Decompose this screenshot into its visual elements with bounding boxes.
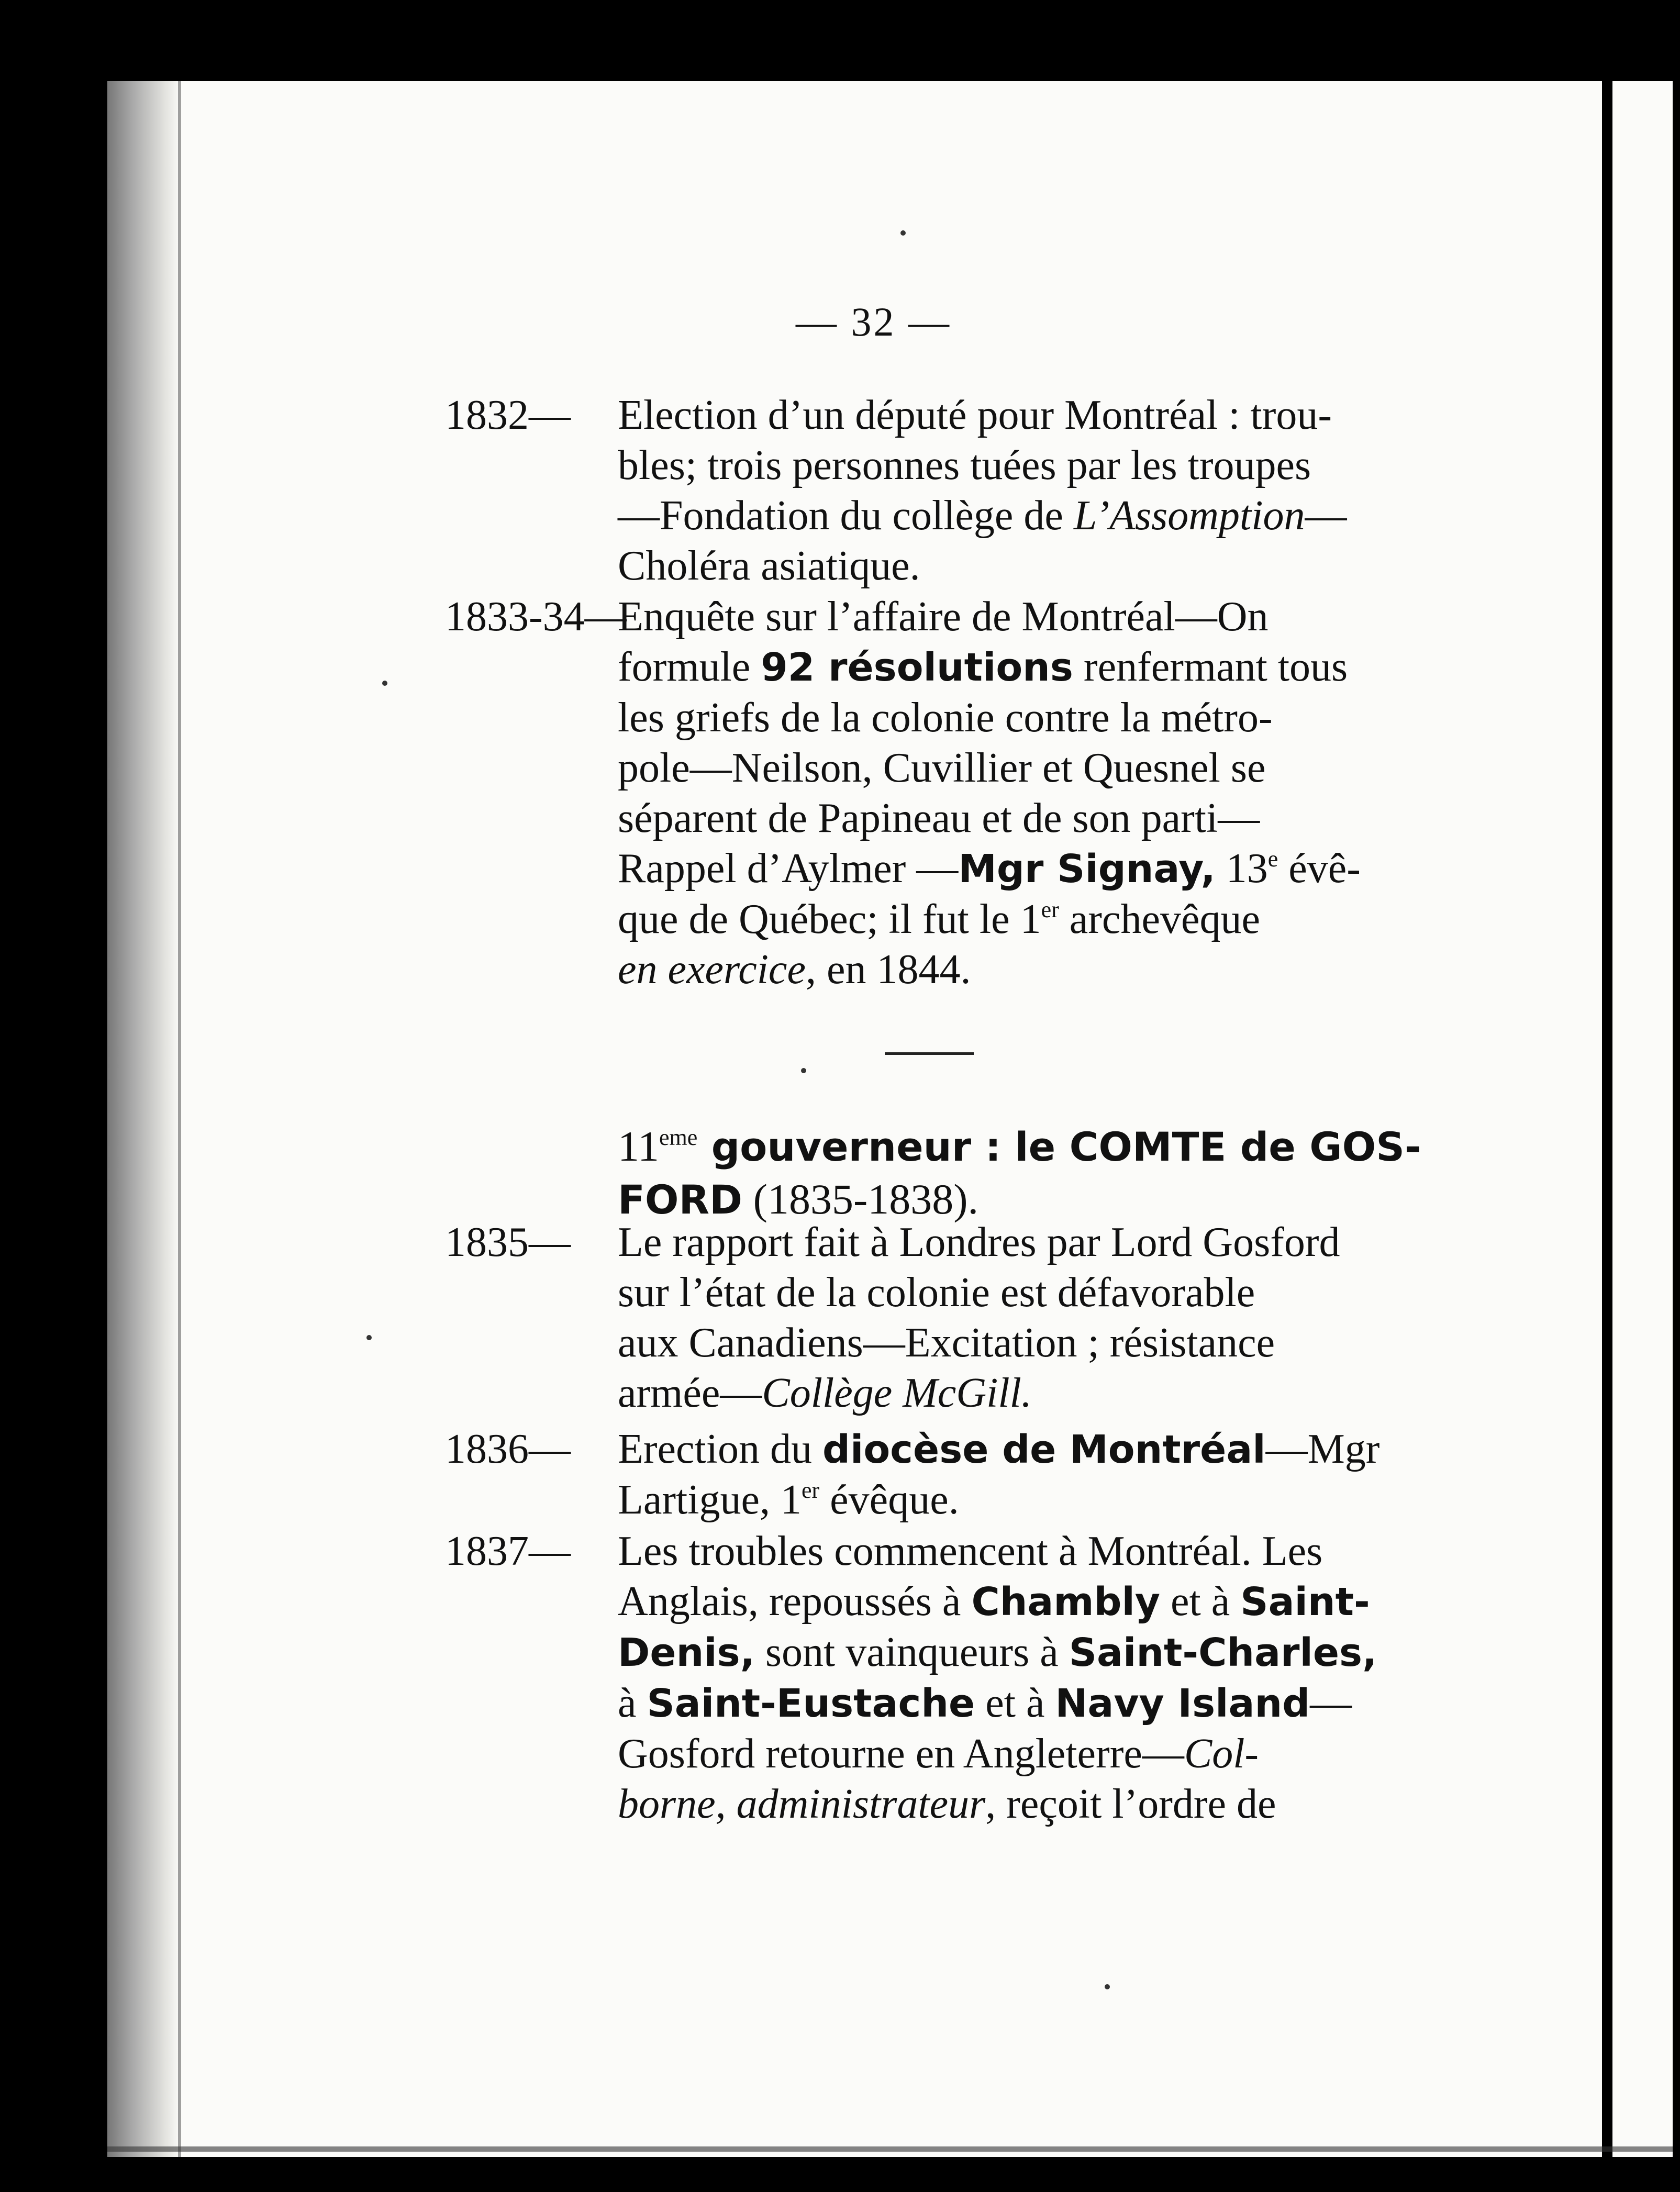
text-run: aux Canadiens—Excitation ; résistance (618, 1320, 1275, 1366)
text-line (618, 1576, 1503, 1627)
text-run: Election d’un député pour Montréal : trou- (618, 392, 1332, 438)
bottom-page-edge (107, 2146, 1673, 2152)
bold-text: Saint- (1240, 1579, 1370, 1624)
text-run: (1835-1838). (742, 1175, 979, 1223)
text-run: , reçoit l’ordre de (985, 1781, 1276, 1827)
text-line (618, 1368, 1503, 1418)
text-line (618, 491, 1503, 541)
superscript: er (1041, 897, 1059, 922)
text-run: les griefs de la colonie contre la métro- (618, 695, 1273, 741)
superscript: e (1267, 846, 1278, 872)
bold-text: Chambly (971, 1579, 1161, 1624)
entry-year: 1832— (445, 392, 571, 438)
text-line (618, 1424, 1503, 1475)
text-run: —Mgr (1265, 1426, 1380, 1472)
text-run: bles; trois personnes tuées par les troupes (618, 442, 1311, 488)
text-run: Anglais, repoussés à (618, 1578, 972, 1624)
text-run: Lartigue, 1 (618, 1477, 802, 1523)
text-run: et à (975, 1680, 1055, 1726)
superscript: eme (659, 1125, 698, 1150)
text-line (618, 1217, 1503, 1267)
text-line (618, 592, 1503, 642)
text-run: sont vainqueurs à (754, 1629, 1069, 1675)
text-line (618, 693, 1503, 743)
text-run: évêque. (819, 1477, 959, 1523)
entry-text (618, 1526, 1503, 1829)
text-run: à (618, 1680, 647, 1726)
bold-text: 92 résolutions (761, 645, 1073, 690)
bold-text: COMTE de GOS- (1069, 1123, 1421, 1170)
entry-year: 1833-34— (445, 594, 627, 640)
entry-text (618, 1424, 1503, 1525)
scan-speck (1105, 1984, 1110, 1989)
bold-text: Saint-Charles, (1069, 1630, 1377, 1675)
text-run: Enquête sur l’affaire de Montréal—On (618, 594, 1269, 640)
italic-text: borne, administrateur (618, 1781, 986, 1827)
entry-year: 1836— (445, 1426, 571, 1472)
page-gutter-shadow (107, 81, 181, 2157)
text-line (618, 894, 1503, 944)
text-line (618, 944, 1503, 995)
bold-text: FORD (618, 1176, 743, 1223)
italic-text: en exercice (618, 947, 806, 993)
text-line (618, 541, 1503, 591)
governor-heading (618, 1120, 1421, 1226)
text-run: que de Québec; il fut le 1 (618, 896, 1041, 942)
text-run: armée— (618, 1370, 762, 1416)
scan-speck (382, 681, 387, 686)
page-number: — 32 — (796, 299, 951, 344)
italic-text: Collège McGill. (762, 1370, 1032, 1416)
bold-text: Denis, (618, 1630, 755, 1675)
section-divider (885, 1052, 974, 1055)
text-line (618, 1120, 1421, 1173)
text-line (618, 793, 1503, 843)
text-run: et à (1160, 1578, 1241, 1624)
bold-text: diocèse de Montréal (822, 1427, 1266, 1472)
entry-text (618, 390, 1503, 591)
superscript: er (801, 1477, 820, 1503)
text-run: Les troubles commencent à Montréal. Les (618, 1528, 1323, 1574)
text-line (618, 1627, 1503, 1678)
text-run: 11 (618, 1122, 659, 1170)
text-line (618, 1267, 1503, 1318)
text-line (618, 1526, 1503, 1576)
scan-speck (801, 1068, 806, 1073)
next-page-edge (1612, 81, 1673, 2157)
text-run: renfermant tous (1073, 644, 1348, 690)
text-run: Choléra asiatique. (618, 543, 920, 589)
text-run: —Fondation du collège de (618, 493, 1074, 539)
entry-year: 1837— (445, 1528, 571, 1574)
text-run: 13 (1215, 845, 1268, 892)
text-line (618, 1475, 1503, 1525)
spine-line (178, 81, 181, 2157)
text-run: sur l’état de la colonie est défavorable (618, 1270, 1255, 1316)
text-line (618, 843, 1503, 894)
text-run: Gosford retourne en Angleterre— (618, 1731, 1184, 1777)
scan-speck (900, 230, 906, 236)
text-line (618, 1318, 1503, 1368)
text-run: Le rapport fait à Londres par Lord Gosford (618, 1219, 1340, 1265)
bold-text: gouverneur : le (697, 1123, 1070, 1170)
bold-text: Mgr Signay, (958, 847, 1216, 892)
text-run: — (1305, 493, 1347, 539)
text-line (618, 743, 1503, 793)
text-run: pole—Neilson, Cuvillier et Quesnel se (618, 745, 1266, 791)
bold-text: Saint-Eustache (647, 1681, 975, 1726)
text-run: archevêque (1059, 896, 1260, 942)
text-run: séparent de Papineau et de son parti— (618, 795, 1260, 841)
text-line (618, 642, 1503, 693)
text-run: évê- (1278, 845, 1361, 892)
bold-text: Navy Island (1055, 1681, 1310, 1726)
text-line (618, 440, 1503, 491)
text-run: Rappel d’Aylmer — (618, 845, 959, 892)
text-run: formule (618, 644, 761, 690)
text-run: Erection du (618, 1426, 822, 1472)
italic-text: Col- (1184, 1731, 1259, 1777)
text-line (618, 1779, 1503, 1829)
text-line (618, 390, 1503, 440)
scan-speck (366, 1335, 372, 1340)
text-line (618, 1729, 1503, 1779)
text-run: — (1310, 1680, 1352, 1726)
entry-year: 1835— (445, 1219, 571, 1265)
text-run: , en 1844. (805, 947, 971, 993)
entry-text (618, 592, 1503, 995)
entry-text (618, 1217, 1503, 1418)
text-line (618, 1678, 1503, 1729)
italic-text: L’Assomption (1073, 493, 1305, 539)
